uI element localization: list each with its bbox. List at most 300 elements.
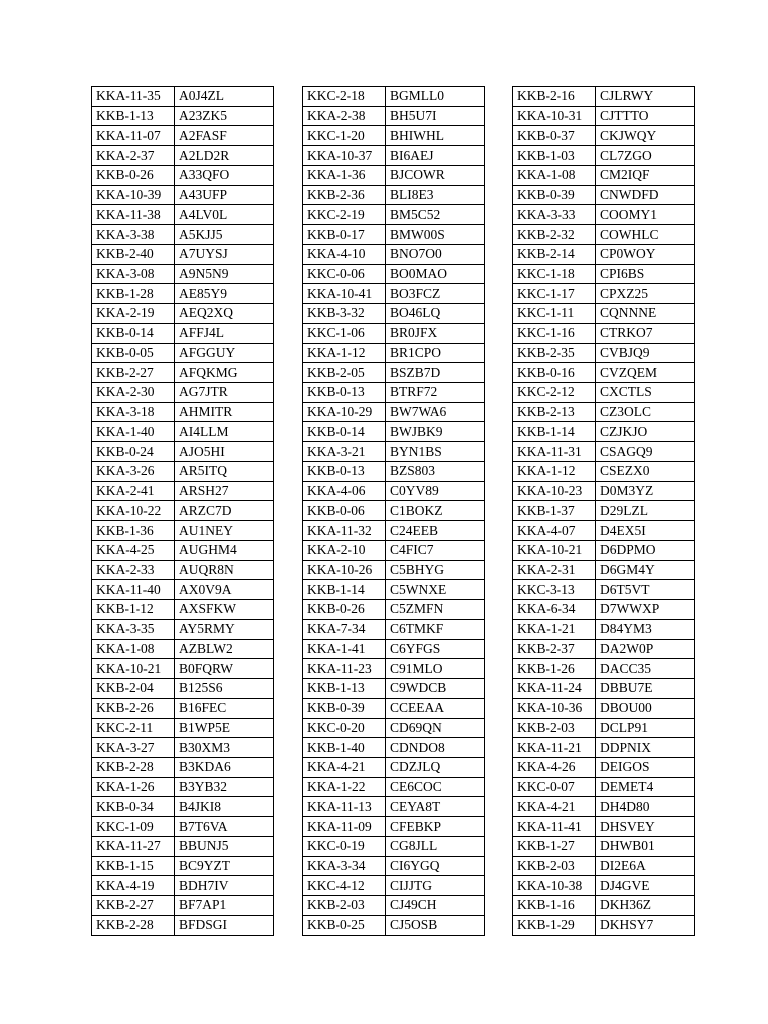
id-cell: KKA-3-27 (92, 738, 175, 758)
code-cell: D4EX5I (596, 521, 695, 541)
code-cell: AR5ITQ (175, 461, 274, 481)
id-cell: KKC-1-11 (513, 304, 596, 324)
code-table-3 (512, 86, 695, 936)
table-row (303, 619, 485, 639)
code-cell: BTRF72 (386, 383, 485, 403)
table-row (513, 442, 695, 462)
id-cell: KKB-0-14 (303, 422, 386, 442)
table-row (513, 896, 695, 916)
id-cell: KKC-2-19 (303, 205, 386, 225)
table-row (513, 165, 695, 185)
code-cell: A9N5N9 (175, 264, 274, 284)
id-cell: KKA-11-40 (92, 580, 175, 600)
table-row (92, 718, 274, 738)
id-cell: KKC-0-07 (513, 777, 596, 797)
table-row (303, 659, 485, 679)
code-cell: A2FASF (175, 126, 274, 146)
id-cell: KKA-10-21 (92, 659, 175, 679)
id-cell: KKA-11-27 (92, 836, 175, 856)
id-cell: KKA-10-36 (513, 698, 596, 718)
id-cell: KKB-0-34 (92, 797, 175, 817)
code-cell: B16FEC (175, 698, 274, 718)
code-cell: BZS803 (386, 461, 485, 481)
id-cell: KKB-2-27 (92, 896, 175, 916)
code-cell: C6YFGS (386, 639, 485, 659)
code-cell: B7T6VA (175, 817, 274, 837)
table-row (513, 540, 695, 560)
id-cell: KKA-10-31 (513, 106, 596, 126)
id-cell: KKB-1-14 (303, 580, 386, 600)
table-row (513, 659, 695, 679)
code-cell: C9WDCB (386, 679, 485, 699)
table-row (513, 619, 695, 639)
table-row (92, 600, 274, 620)
id-cell: KKB-1-13 (92, 106, 175, 126)
code-cell: C91MLO (386, 659, 485, 679)
id-cell: KKA-4-21 (303, 757, 386, 777)
id-cell: KKA-11-41 (513, 817, 596, 837)
code-cell: B125S6 (175, 679, 274, 699)
code-cell: BGMLL0 (386, 87, 485, 107)
table-row (92, 757, 274, 777)
code-cell: DCLP91 (596, 718, 695, 738)
table-row (303, 777, 485, 797)
code-cell: AX0V9A (175, 580, 274, 600)
table-row (303, 481, 485, 501)
id-cell: KKA-1-08 (92, 639, 175, 659)
table-row (92, 165, 274, 185)
table-row (513, 836, 695, 856)
table-row (513, 560, 695, 580)
code-cell: CIJJTG (386, 876, 485, 896)
code-cell: DI2E6A (596, 856, 695, 876)
code-cell: AY5RMY (175, 619, 274, 639)
code-cell: CPI6BS (596, 264, 695, 284)
id-cell: KKA-10-23 (513, 481, 596, 501)
id-cell: KKC-1-17 (513, 284, 596, 304)
table-row (303, 146, 485, 166)
table-row (303, 323, 485, 343)
table-row (513, 146, 695, 166)
code-cell: DBOU00 (596, 698, 695, 718)
code-cell: BC9YZT (175, 856, 274, 876)
table-row (303, 402, 485, 422)
table-row (92, 304, 274, 324)
id-cell: KKA-1-36 (303, 165, 386, 185)
table-row (303, 679, 485, 699)
table-row (303, 264, 485, 284)
id-cell: KKA-1-12 (513, 461, 596, 481)
code-cell: BDH7IV (175, 876, 274, 896)
code-cell: CTRKO7 (596, 323, 695, 343)
code-cell: AG7JTR (175, 383, 274, 403)
table-row (303, 915, 485, 935)
code-cell: BHIWHL (386, 126, 485, 146)
code-cell: BYN1BS (386, 442, 485, 462)
code-cell: DH4D80 (596, 797, 695, 817)
code-cell: AZBLW2 (175, 639, 274, 659)
code-cell: CL7ZGO (596, 146, 695, 166)
code-cell: CJ49CH (386, 896, 485, 916)
table-row (92, 481, 274, 501)
id-cell: KKA-1-41 (303, 639, 386, 659)
id-cell: KKA-3-35 (92, 619, 175, 639)
id-cell: KKA-2-30 (92, 383, 175, 403)
code-cell: BF7AP1 (175, 896, 274, 916)
id-cell: KKB-1-12 (92, 600, 175, 620)
table-row (303, 856, 485, 876)
code-cell: AFQKMG (175, 363, 274, 383)
table-row (513, 106, 695, 126)
id-cell: KKA-2-19 (92, 304, 175, 324)
table-row (303, 817, 485, 837)
code-cell: BM5C52 (386, 205, 485, 225)
table-row (92, 363, 274, 383)
table-row (303, 639, 485, 659)
code-cell: CXCTLS (596, 383, 695, 403)
code-cell: CD69QN (386, 718, 485, 738)
table-row (513, 461, 695, 481)
id-cell: KKA-11-24 (513, 679, 596, 699)
id-cell: KKC-1-20 (303, 126, 386, 146)
id-cell: KKA-10-37 (303, 146, 386, 166)
id-cell: KKB-1-16 (513, 896, 596, 916)
code-cell: C1BOKZ (386, 501, 485, 521)
table-row (92, 619, 274, 639)
id-cell: KKB-2-28 (92, 915, 175, 935)
id-cell: KKA-2-33 (92, 560, 175, 580)
table-row (92, 244, 274, 264)
code-cell: D0M3YZ (596, 481, 695, 501)
code-cell: C24EEB (386, 521, 485, 541)
id-cell: KKB-2-32 (513, 225, 596, 245)
table-row (303, 244, 485, 264)
code-cell: CVBJQ9 (596, 343, 695, 363)
id-cell: KKA-4-25 (92, 540, 175, 560)
id-cell: KKB-0-13 (303, 383, 386, 403)
code-cell: CEYA8T (386, 797, 485, 817)
table-row (513, 244, 695, 264)
code-cell: AXSFKW (175, 600, 274, 620)
code-table-3-body (513, 87, 695, 936)
table-row (92, 659, 274, 679)
code-cell: A33QFO (175, 165, 274, 185)
code-cell: CG8JLL (386, 836, 485, 856)
id-cell: KKA-3-18 (92, 402, 175, 422)
table-row (303, 442, 485, 462)
id-cell: KKA-4-26 (513, 757, 596, 777)
code-cell: BO46LQ (386, 304, 485, 324)
code-cell: B0FQRW (175, 659, 274, 679)
table-row (513, 817, 695, 837)
code-table-2 (302, 86, 485, 936)
code-cell: C6TMKF (386, 619, 485, 639)
id-cell: KKA-11-23 (303, 659, 386, 679)
table-row (92, 777, 274, 797)
code-cell: C0YV89 (386, 481, 485, 501)
code-cell: DHWB01 (596, 836, 695, 856)
code-cell: DBBU7E (596, 679, 695, 699)
code-cell: D29LZL (596, 501, 695, 521)
code-cell: AUGHM4 (175, 540, 274, 560)
id-cell: KKC-1-18 (513, 264, 596, 284)
code-cell: COOMY1 (596, 205, 695, 225)
table-row (513, 205, 695, 225)
table-row (303, 343, 485, 363)
code-cell: D6DPMO (596, 540, 695, 560)
table-row (92, 817, 274, 837)
id-cell: KKC-0-19 (303, 836, 386, 856)
code-cell: ARZC7D (175, 501, 274, 521)
id-cell: KKA-3-08 (92, 264, 175, 284)
table-row (92, 126, 274, 146)
id-cell: KKB-2-03 (303, 896, 386, 916)
id-cell: KKC-3-13 (513, 580, 596, 600)
code-cell: CDZJLQ (386, 757, 485, 777)
code-cell: B3KDA6 (175, 757, 274, 777)
table-row (303, 165, 485, 185)
table-row (513, 264, 695, 284)
table-row (303, 106, 485, 126)
table-row (92, 205, 274, 225)
id-cell: KKC-1-16 (513, 323, 596, 343)
table-row (303, 521, 485, 541)
id-cell: KKB-2-40 (92, 244, 175, 264)
table-row (92, 679, 274, 699)
id-cell: KKA-10-38 (513, 876, 596, 896)
table-row (303, 422, 485, 442)
id-cell: KKB-3-32 (303, 304, 386, 324)
id-cell: KKA-1-21 (513, 619, 596, 639)
table-row (92, 797, 274, 817)
code-cell: BMW00S (386, 225, 485, 245)
id-cell: KKA-2-10 (303, 540, 386, 560)
id-cell: KKC-2-11 (92, 718, 175, 738)
id-cell: KKA-4-07 (513, 521, 596, 541)
id-cell: KKB-1-13 (303, 679, 386, 699)
code-cell: DACC35 (596, 659, 695, 679)
id-cell: KKB-1-40 (303, 738, 386, 758)
table-row (513, 185, 695, 205)
code-cell: BLI8E3 (386, 185, 485, 205)
id-cell: KKB-1-28 (92, 284, 175, 304)
table-row (513, 679, 695, 699)
code-cell: C5BHYG (386, 560, 485, 580)
code-cell: AE85Y9 (175, 284, 274, 304)
table-row (303, 600, 485, 620)
code-cell: CP0WOY (596, 244, 695, 264)
id-cell: KKB-1-15 (92, 856, 175, 876)
code-cell: D6T5VT (596, 580, 695, 600)
table-row (303, 540, 485, 560)
code-cell: CFEBKP (386, 817, 485, 837)
id-cell: KKB-0-16 (513, 363, 596, 383)
table-row (513, 698, 695, 718)
table-row (303, 580, 485, 600)
table-row (92, 580, 274, 600)
code-cell: C5ZMFN (386, 600, 485, 620)
code-cell: AUQR8N (175, 560, 274, 580)
code-cell: DA2W0P (596, 639, 695, 659)
code-cell: AEQ2XQ (175, 304, 274, 324)
code-cell: ARSH27 (175, 481, 274, 501)
id-cell: KKA-3-33 (513, 205, 596, 225)
table-row (92, 540, 274, 560)
id-cell: KKA-2-31 (513, 560, 596, 580)
id-cell: KKA-2-38 (303, 106, 386, 126)
id-cell: KKA-11-09 (303, 817, 386, 837)
id-cell: KKA-4-06 (303, 481, 386, 501)
code-cell: BNO7O0 (386, 244, 485, 264)
table-row (92, 639, 274, 659)
id-cell: KKB-1-37 (513, 501, 596, 521)
table-row (92, 836, 274, 856)
id-cell: KKB-2-16 (513, 87, 596, 107)
id-cell: KKB-2-14 (513, 244, 596, 264)
id-cell: KKA-3-38 (92, 225, 175, 245)
id-cell: KKB-2-27 (92, 363, 175, 383)
table-row (513, 225, 695, 245)
table-row (303, 383, 485, 403)
code-table-1-body (92, 87, 274, 936)
id-cell: KKA-10-29 (303, 402, 386, 422)
id-cell: KKA-10-21 (513, 540, 596, 560)
table-row (92, 501, 274, 521)
code-cell: CCEEAA (386, 698, 485, 718)
code-cell: DHSVEY (596, 817, 695, 837)
code-cell: B30XM3 (175, 738, 274, 758)
id-cell: KKC-1-06 (303, 323, 386, 343)
id-cell: KKA-10-39 (92, 185, 175, 205)
table-row (513, 363, 695, 383)
table-row (303, 738, 485, 758)
table-row (513, 481, 695, 501)
table-row (513, 639, 695, 659)
table-row (92, 422, 274, 442)
table-row (92, 896, 274, 916)
code-cell: A2LD2R (175, 146, 274, 166)
code-cell: AHMITR (175, 402, 274, 422)
code-cell: D84YM3 (596, 619, 695, 639)
id-cell: KKC-0-20 (303, 718, 386, 738)
id-cell: KKA-11-07 (92, 126, 175, 146)
code-cell: CSEZX0 (596, 461, 695, 481)
table-row (303, 225, 485, 245)
id-cell: KKA-4-10 (303, 244, 386, 264)
id-cell: KKA-11-31 (513, 442, 596, 462)
id-cell: KKB-0-24 (92, 442, 175, 462)
id-cell: KKB-2-28 (92, 757, 175, 777)
id-cell: KKC-2-12 (513, 383, 596, 403)
table-row (303, 501, 485, 521)
id-cell: KKA-2-37 (92, 146, 175, 166)
id-cell: KKA-11-38 (92, 205, 175, 225)
table-row (513, 284, 695, 304)
table-row (303, 797, 485, 817)
table-row (303, 185, 485, 205)
code-cell: A43UFP (175, 185, 274, 205)
table-row (303, 87, 485, 107)
code-cell: DKH36Z (596, 896, 695, 916)
code-cell: DEIGOS (596, 757, 695, 777)
table-row (92, 461, 274, 481)
table-row (513, 422, 695, 442)
id-cell: KKC-1-09 (92, 817, 175, 837)
code-cell: AFGGUY (175, 343, 274, 363)
id-cell: KKB-1-27 (513, 836, 596, 856)
table-row (513, 87, 695, 107)
id-cell: KKA-4-21 (513, 797, 596, 817)
table-row (92, 698, 274, 718)
table-row (92, 106, 274, 126)
id-cell: KKA-10-41 (303, 284, 386, 304)
table-row (92, 856, 274, 876)
table-row (303, 126, 485, 146)
id-cell: KKA-11-32 (303, 521, 386, 541)
id-cell: KKB-0-37 (513, 126, 596, 146)
code-cell: BSZB7D (386, 363, 485, 383)
table-row (92, 185, 274, 205)
code-cell: BWJBK9 (386, 422, 485, 442)
id-cell: KKB-0-17 (303, 225, 386, 245)
table-row (513, 501, 695, 521)
code-cell: A7UYSJ (175, 244, 274, 264)
table-row (513, 797, 695, 817)
code-cell: B1WP5E (175, 718, 274, 738)
code-cell: BW7WA6 (386, 402, 485, 422)
id-cell: KKB-1-14 (513, 422, 596, 442)
table-row (303, 718, 485, 738)
id-cell: KKB-2-03 (513, 718, 596, 738)
table-row (513, 343, 695, 363)
code-cell: CPXZ25 (596, 284, 695, 304)
table-row (513, 777, 695, 797)
table-row (513, 856, 695, 876)
id-cell: KKA-1-08 (513, 165, 596, 185)
table-row (92, 383, 274, 403)
table-row (303, 836, 485, 856)
code-cell: BJCOWR (386, 165, 485, 185)
id-cell: KKC-4-12 (303, 876, 386, 896)
id-cell: KKA-3-26 (92, 461, 175, 481)
table-row (92, 560, 274, 580)
code-cell: C4FIC7 (386, 540, 485, 560)
table-row (303, 896, 485, 916)
id-cell: KKB-2-13 (513, 402, 596, 422)
table-row (92, 284, 274, 304)
table-row (513, 757, 695, 777)
table-row (513, 126, 695, 146)
code-cell: CJTTTO (596, 106, 695, 126)
table-row (513, 304, 695, 324)
id-cell: KKB-0-25 (303, 915, 386, 935)
id-cell: KKB-0-14 (92, 323, 175, 343)
code-cell: CM2IQF (596, 165, 695, 185)
code-cell: A4LV0L (175, 205, 274, 225)
id-cell: KKA-3-34 (303, 856, 386, 876)
code-cell: BR0JFX (386, 323, 485, 343)
code-cell: D6GM4Y (596, 560, 695, 580)
id-cell: KKA-2-41 (92, 481, 175, 501)
id-cell: KKB-1-36 (92, 521, 175, 541)
code-cell: BR1CPO (386, 343, 485, 363)
code-cell: DDPNIX (596, 738, 695, 758)
code-cell: DEMET4 (596, 777, 695, 797)
table-row (303, 205, 485, 225)
id-cell: KKB-2-04 (92, 679, 175, 699)
table-row (513, 876, 695, 896)
table-row (92, 738, 274, 758)
